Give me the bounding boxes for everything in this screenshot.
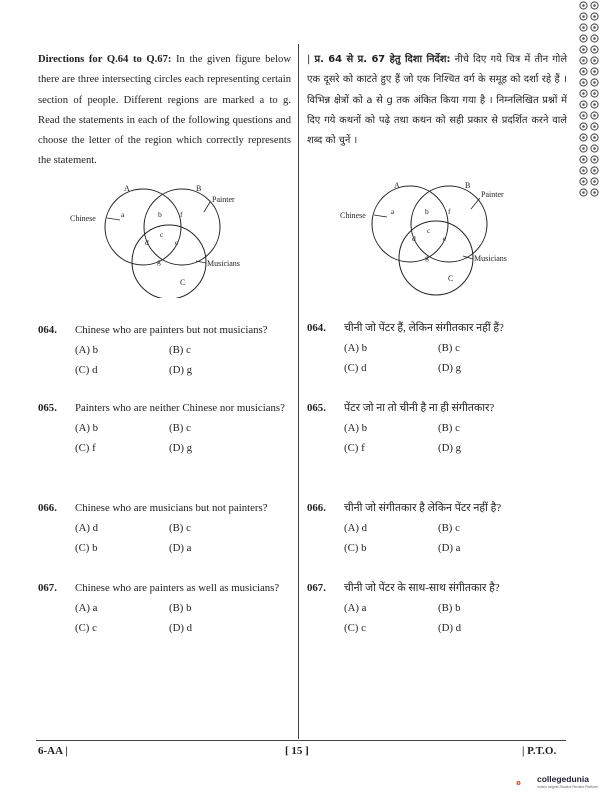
question-number: 065. [307, 402, 326, 414]
question-067-english [38, 578, 291, 638]
label-painter: Painter [481, 190, 504, 199]
footer-pto: | P.T.O. [522, 745, 557, 757]
label-circle-a: A [394, 181, 400, 190]
option-a: (A) d [344, 522, 368, 534]
label-circle-b: B [196, 184, 202, 193]
directions-english [38, 50, 291, 172]
label-musicians: Musicians [207, 259, 240, 268]
option-c: (C) d [344, 362, 367, 374]
column-divider [298, 44, 299, 739]
question-number: 067. [307, 582, 326, 594]
directions-heading: प्र. 64 से प्र. 67 हेतु दिशा निर्देश: [314, 54, 451, 65]
directions-heading: Directions for Q.64 to Q.67: [38, 54, 172, 65]
footer-code: 6-AA | [38, 745, 68, 757]
footer-rule [36, 740, 566, 741]
circle-musicians [399, 221, 473, 295]
footer-page-number: [ 15 ] [285, 745, 309, 757]
circle-chinese [372, 186, 448, 262]
question-067-hindi [307, 578, 567, 638]
region-g: g [425, 253, 429, 262]
directions-bar: | [307, 54, 315, 65]
question-number: 064. [307, 322, 326, 334]
label-musicians: Musicians [474, 254, 507, 263]
option-d: (D) g [169, 442, 193, 454]
region-e: e [443, 234, 447, 243]
region-f: f [180, 210, 183, 219]
question-text: चीनी जो संगीतकार है लेकिन पेंटर नहीं है? [344, 502, 502, 514]
label-painter: Painter [212, 195, 235, 204]
venn-diagram-hindi [330, 176, 550, 296]
region-a: a [391, 207, 395, 216]
question-066-english [38, 498, 291, 558]
label-chinese: Chinese [340, 211, 366, 220]
question-text: चीनी जो पेंटर के साथ-साथ संगीतकार है? [344, 582, 500, 594]
pointer-chinese [107, 218, 120, 220]
option-c: (C) b [75, 542, 98, 554]
region-c: c [427, 226, 431, 235]
region-g: g [157, 257, 161, 266]
question-number: 067. [38, 582, 57, 594]
option-a: (A) a [75, 602, 98, 614]
option-d: (D) g [438, 442, 462, 454]
label-circle-b: B [465, 181, 471, 190]
question-064-english [38, 320, 291, 380]
question-text: पेंटर जो ना तो चीनी है ना ही संगीतकार? [344, 402, 495, 414]
question-number: 064. [38, 324, 57, 336]
option-d: (D) d [169, 622, 193, 634]
question-text: Chinese who are painters but not musicians? [75, 324, 268, 336]
question-text: Painters who are neither Chinese nor musicians? [75, 402, 285, 414]
region-b: b [158, 210, 162, 219]
option-d: (D) a [438, 542, 461, 554]
logo-tagline: India's largest Student Review Platform [537, 785, 598, 789]
region-e: e [175, 238, 179, 247]
venn-diagram-english [60, 178, 280, 298]
directions-text: नीचे दिए गये चित्र में तीन गोले एक दूसरे को काटते हुए हैं जो एक निश्चित वर्ग के समूह को दर्शा रहे हैं । विभिन्न क्षेत्रों को a से g तक अंकित किया गया है । निम्नलिखित प्रश्नों में दिए गये कथनों को पढ़े तथा कथन को सही प्रकार से प्रदर्शित करने वाले शब्द को चुनें । [307, 54, 568, 147]
label-chinese: Chinese [70, 214, 96, 223]
option-a: (A) b [75, 422, 99, 434]
question-text: चीनी जो पेंटर हैं, लेकिन संगीतकार नहीं हैं? [344, 322, 504, 334]
pointer-painter [204, 202, 210, 212]
option-d: (D) g [438, 362, 462, 374]
question-065-english [38, 398, 291, 458]
option-a: (A) b [344, 422, 368, 434]
pointer-chinese [374, 215, 387, 217]
option-d: (D) d [438, 622, 462, 634]
option-c: (C) b [344, 542, 367, 554]
label-circle-c: C [448, 274, 454, 283]
option-b: (B) c [438, 342, 460, 354]
option-b: (B) c [438, 422, 460, 434]
collegedunia-logo [516, 772, 536, 794]
option-b: (B) c [169, 522, 191, 534]
option-b: (B) c [169, 422, 191, 434]
option-a: (A) b [344, 342, 368, 354]
region-d: d [412, 234, 416, 243]
option-c: (C) c [344, 622, 366, 634]
option-d: (D) g [169, 364, 193, 376]
option-b: (B) c [438, 522, 460, 534]
directions-text: In the given figure below there are three intersecting circles each representing certain section of people. Different regions are marked a to g. Read the statements in each of the following questions and choose the letter of the region which correctly represents the statement. [38, 54, 291, 167]
option-c: (C) c [75, 622, 97, 634]
label-circle-c: C [180, 278, 186, 287]
question-number: 066. [307, 502, 326, 514]
option-a: (A) d [75, 522, 99, 534]
question-text: Chinese who are musicians but not painters? [75, 502, 268, 514]
option-b: (B) c [169, 344, 191, 356]
option-b: (B) b [438, 602, 461, 614]
decorative-border-pattern [578, 0, 600, 198]
question-number: 065. [38, 402, 57, 414]
region-c: c [160, 230, 164, 239]
region-b: b [425, 207, 429, 216]
option-c: (C) f [344, 442, 365, 454]
question-number: 066. [38, 502, 57, 514]
directions-hindi [307, 50, 567, 151]
question-064-hindi [307, 318, 567, 378]
question-066-hindi [307, 498, 567, 558]
question-065-hindi [307, 398, 567, 458]
circle-chinese [105, 189, 181, 265]
option-d: (D) a [169, 542, 192, 554]
circle-musicians [132, 225, 206, 298]
option-a: (A) b [75, 344, 99, 356]
label-circle-a: A [124, 184, 130, 193]
region-f: f [448, 207, 451, 216]
option-c: (C) d [75, 364, 98, 376]
question-text: Chinese who are painters as well as musicians? [75, 582, 280, 594]
region-d: d [145, 238, 149, 247]
option-a: (A) a [344, 602, 367, 614]
option-c: (C) f [75, 442, 96, 454]
pointer-painter [471, 198, 480, 209]
logo-name: collegedunia [537, 774, 589, 784]
option-b: (B) b [169, 602, 192, 614]
region-a: a [121, 210, 125, 219]
